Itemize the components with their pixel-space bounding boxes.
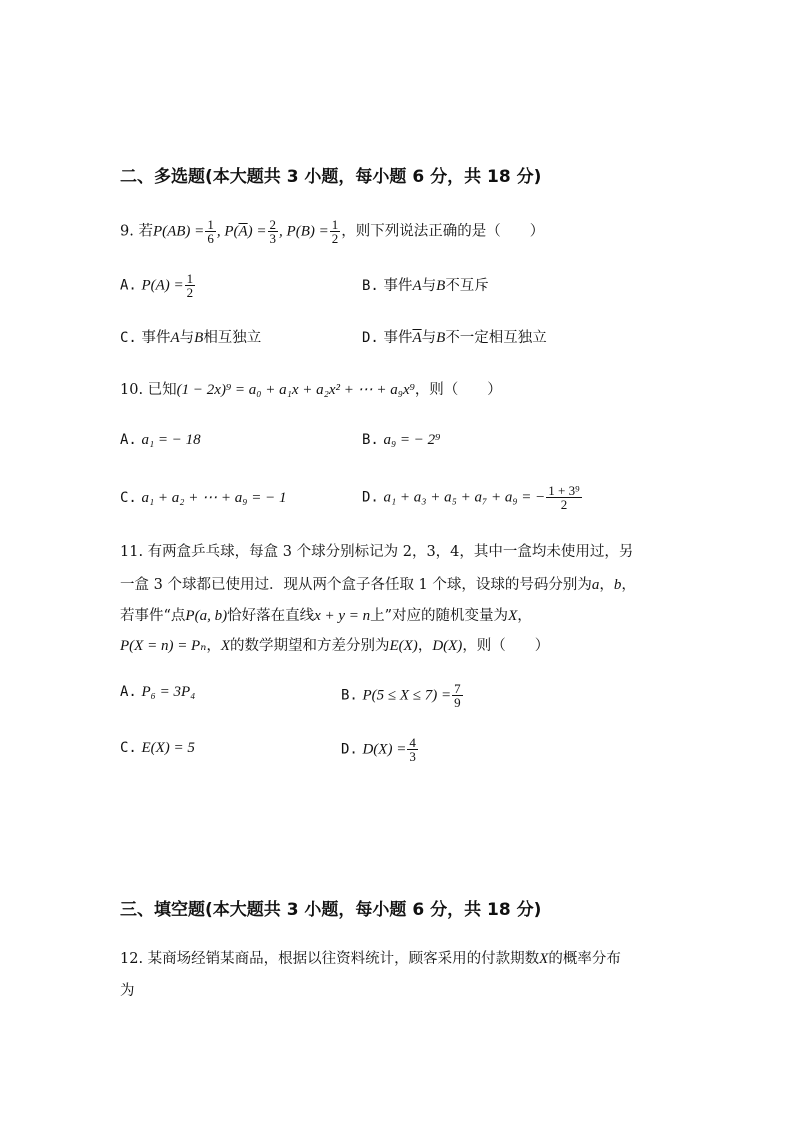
question-12-line-2: 为 (120, 983, 135, 999)
q11-option-a-label: A. (120, 684, 137, 700)
q11-line3-X: X (508, 608, 518, 624)
q11-line2-b: b (613, 577, 622, 593)
question-11-line-1: 11. 有两盒乒乓球，每盒 3 个球分别标记为 2，3，4，其中一盒均未使用过，另 (120, 544, 634, 560)
q11-option-c-expr: E(X) = 5 (141, 740, 195, 756)
q10-option-d-frac: $\frac{\text{1 + 3⁹}}{2}$ (548, 483, 580, 512)
q9-cond-1: P(AB) = (152, 223, 205, 240)
q11-line2-sep: ， (599, 577, 614, 593)
q11-option-d-expr: D(X) = (362, 741, 407, 758)
q11-line3-mid2: 上”对应的随机变量为 (370, 608, 509, 624)
q10-option-c-label: C. (120, 490, 137, 506)
question-9-suffix: ，则下列说法正确的是（ ） (341, 223, 545, 240)
q10-option-b-expr: a₉ = − 2⁹ (383, 432, 441, 448)
question-10-suffix: ，则（ ） (414, 382, 502, 398)
q11-line2-pre: 一盒 3 个球都已使用过．现从两个盒子各任取 1 个球，设球的号码分别为 (120, 577, 592, 593)
question-12-line-1 (120, 947, 621, 968)
q10-option-a-label: A. (120, 432, 137, 448)
q9-option-a-label: A. (120, 277, 137, 294)
q9-option-c[interactable] (120, 326, 261, 347)
q12-line1-post: 的概率分布 (548, 951, 621, 967)
q11-line4-expr: P(X = n) = Pₙ (120, 638, 207, 654)
q9-option-a[interactable] (120, 272, 196, 299)
q9-option-b-label: B. (362, 278, 379, 294)
q9-frac-1: $\frac{1}{6}$ (207, 217, 214, 246)
q11-line2-a: a (591, 577, 600, 593)
q11-line4-X: X (220, 638, 230, 654)
q10-option-d[interactable] (362, 484, 583, 511)
q10-option-a-expr: a₁ = − 18 (141, 432, 201, 448)
q11-option-d[interactable] (341, 736, 419, 763)
q11-line3-line-eq: x + y = n (314, 608, 371, 624)
q10-option-c-expr: a₁ + a₂ + ⋯ + a₉ = − 1 (141, 490, 287, 506)
q10-option-b-label: B. (362, 432, 379, 448)
q9-cond-3: ) = (247, 223, 267, 240)
q11-option-b[interactable] (341, 682, 464, 709)
q9-option-d-var2: B (436, 330, 446, 346)
q11-option-b-frac: $\frac{7}{9}$ (454, 681, 461, 710)
q10-option-b[interactable] (362, 432, 440, 449)
q12-line1-pre: 12. 某商场经销某商品，根据以往资料统计，顾客采用的付款期数 (120, 951, 540, 967)
q10-option-c[interactable] (120, 488, 286, 507)
q9-option-a-frac: $\frac{1}{2}$ (186, 271, 194, 300)
q11-option-d-frac: $\frac{4}{3}$ (409, 735, 416, 764)
q9-cond-abar: $\overline{A}$ (238, 223, 248, 240)
q9-frac-3: $\frac{1}{2}$ (331, 217, 339, 246)
section-3-title: 三、填空题(本大题共 3 小题，每小题 6 分，共 18 分) (120, 900, 542, 920)
q9-option-c-pre: 事件 (141, 330, 171, 346)
q11-option-b-expr: P(5 ≤ X ≤ 7) = (362, 687, 452, 704)
q10-option-d-expr: a₁ + a₃ + a₅ + a₇ + a₉ = − (383, 489, 546, 506)
q9-option-d[interactable] (362, 326, 547, 347)
q11-line4-D: D(X) (432, 638, 463, 654)
q9-cond-2: , P( (216, 223, 239, 240)
q11-option-c[interactable] (120, 740, 195, 757)
q9-option-b-var2: B (436, 278, 446, 294)
q11-line4-E: E(X) (389, 638, 418, 654)
question-10-stem (120, 378, 502, 399)
q10-option-d-label: D. (362, 489, 379, 506)
question-10-prefix: 已知 (147, 382, 177, 398)
q9-cond-4: , P(B) = (279, 223, 329, 240)
question-9-prefix: 若 (138, 223, 153, 240)
q9-option-c-var1: A (170, 330, 180, 346)
q11-line4-sep: ， (417, 638, 433, 654)
q9-option-c-label: C. (120, 330, 137, 346)
q9-option-a-expr: P(A) = (141, 277, 184, 294)
q11-line4-mid2: 的数学期望和方差分别为 (229, 638, 390, 654)
question-11-line-4 (120, 634, 549, 655)
q9-option-b-pre: 事件 (383, 278, 413, 294)
question-10-expr: (1 − 2x)⁹ = a₀ + a₁x + a₂x² + ⋯ + a₉x⁹ (176, 382, 415, 398)
question-11-line-3 (120, 604, 532, 625)
q9-option-c-mid: 与 (179, 330, 195, 346)
q9-option-d-label: D. (362, 330, 379, 346)
q11-line3-pre: 若事件“点 (120, 608, 186, 624)
q11-line3-end: ， (517, 608, 532, 624)
question-11-line-2 (120, 573, 636, 594)
q9-option-b[interactable] (362, 274, 489, 295)
q9-option-d-var1: $\overline{A}$ (412, 330, 422, 346)
q9-option-d-post: 不一定相互独立 (445, 330, 547, 346)
q9-frac-2: $\frac{2}{3}$ (269, 217, 277, 246)
q11-option-d-label: D. (341, 741, 358, 758)
q9-option-d-pre: 事件 (383, 330, 413, 346)
q11-line2-end: ， (621, 577, 636, 593)
q9-option-b-post: 不互斥 (445, 278, 489, 294)
q9-option-c-post: 相互独立 (203, 330, 262, 346)
q11-option-c-label: C. (120, 740, 137, 756)
q11-line4-end: ，则（ ） (462, 638, 550, 654)
q9-option-c-var2: B (194, 330, 204, 346)
question-10-number: 10. (120, 382, 144, 398)
question-9-stem (120, 218, 544, 245)
question-9-number: 9. (120, 223, 134, 240)
q9-option-b-var1: A (412, 278, 422, 294)
q11-line3-point: P(a, b) (185, 608, 228, 624)
q11-line3-mid: 恰好落在直线 (227, 608, 315, 624)
section-2-title: 二、多选题(本大题共 3 小题，每小题 6 分，共 18 分) (120, 167, 542, 187)
q12-line1-X: X (539, 951, 549, 967)
q11-option-b-label: B. (341, 687, 358, 704)
q10-option-a[interactable] (120, 432, 201, 449)
q11-option-a[interactable] (120, 684, 195, 701)
q9-option-b-mid: 与 (421, 278, 437, 294)
q11-line4-mid1: ， (206, 638, 221, 654)
q11-option-a-expr: P₆ = 3P₄ (141, 684, 196, 700)
q9-option-d-mid: 与 (421, 330, 437, 346)
